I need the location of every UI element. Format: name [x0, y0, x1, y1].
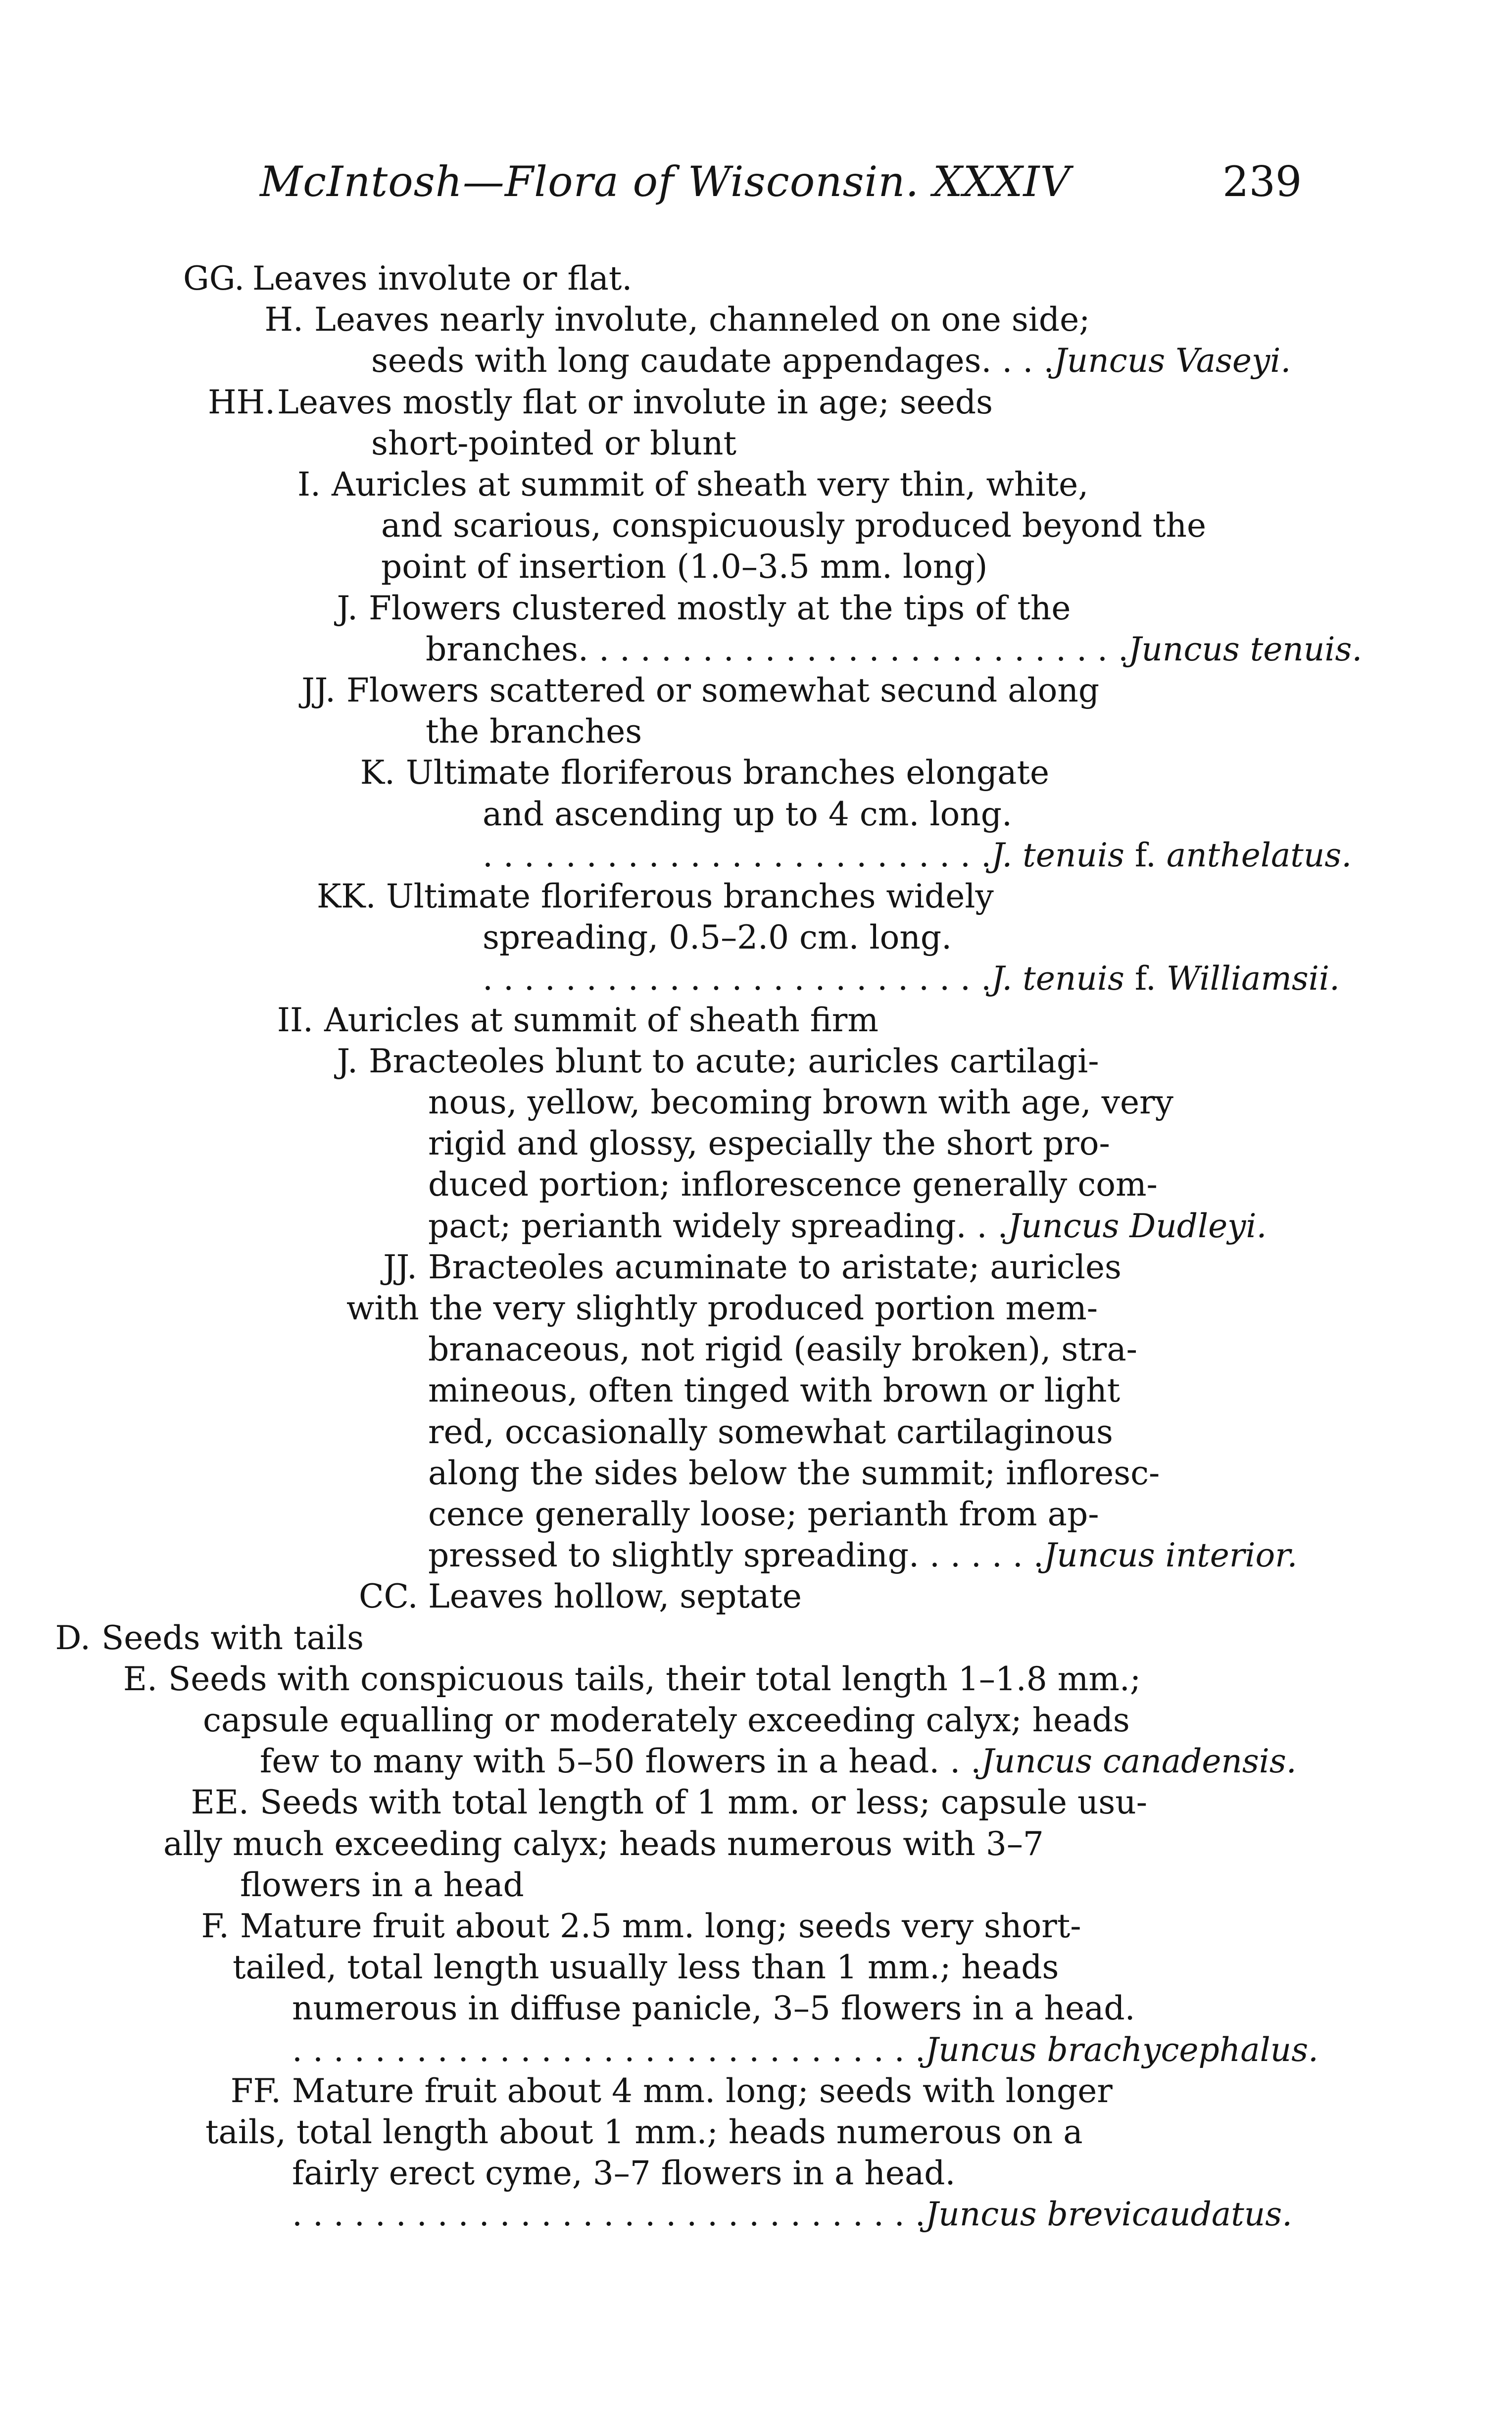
key-line-text: . . . . . . . . . . . . . . . . . . . . . . . . . . . . . . .	[292, 2030, 926, 2069]
key-line-text: and ascending up to 4 cm. long.	[483, 795, 1012, 833]
key-line-text: few to many with 5–50 flowers in a head. . .	[260, 1742, 981, 1781]
key-line-text: Flowers clustered mostly at the tips of the	[369, 589, 1071, 627]
taxon-name: J. tenuis	[991, 836, 1124, 874]
key-line	[483, 917, 1294, 958]
key-lead-label: I.	[297, 465, 321, 503]
form-abbreviation: f.	[1124, 836, 1167, 874]
key-line-text: . . . . . . . . . . . . . . . . . . . . . . . . . . . . . . .	[292, 2195, 926, 2234]
key-line	[205, 2112, 1304, 2153]
key-line-text: pact; perianth widely spreading. . .	[428, 1207, 1008, 1245]
key-line-text: capsule equalling or moderately exceeding calyx; heads	[203, 1701, 1130, 1739]
key-line-text: Mature fruit about 2.5 mm. long; seeds very short-	[240, 1907, 1081, 1945]
key-line-text: Leaves hollow, septate	[428, 1577, 802, 1616]
key-line	[203, 1700, 1302, 1741]
key-line-text: spreading, 0.5–2.0 cm. long.	[483, 918, 952, 957]
key-line-text: tailed, total length usually less than 1 mm.; heads	[233, 1948, 1059, 1987]
key-line-text: Mature fruit about 4 mm. long; seeds with longer	[292, 2071, 1113, 2110]
taxon-name: Juncus Dudleyi.	[1008, 1207, 1267, 1245]
key-line	[277, 670, 1287, 711]
key-line-text: Seeds with total length of 1 mm. or less; capsule usu-	[260, 1783, 1148, 1822]
taxon-name: Juncus Vaseyi.	[1054, 342, 1291, 380]
key-line	[428, 1453, 1289, 1494]
key-line	[337, 753, 1287, 793]
key-line-text: Leaves nearly involute, channeled on one side;	[314, 301, 1090, 339]
key-line	[171, 1906, 1299, 1947]
key-lead-label: E.	[123, 1660, 157, 1698]
key-line-text: duced portion; inflorescence generally com-	[428, 1165, 1158, 1204]
key-lead-label: GG.	[183, 259, 245, 298]
key-line	[426, 629, 1363, 670]
key-line-text: branaceous, not rigid (easily broken), stra-	[428, 1330, 1137, 1369]
key-line	[371, 423, 1292, 464]
key-line-text: Leaves involute or flat.	[252, 259, 633, 298]
key-line-text: flowers in a head	[240, 1865, 524, 1904]
key-line-text: Auricles at summit of sheath firm	[324, 1001, 878, 1039]
key-line	[292, 2030, 1319, 2070]
key-line-text: seeds with long caudate appendages. . . .	[371, 342, 1054, 380]
key-line	[428, 1494, 1289, 1535]
key-line	[483, 958, 1340, 999]
key-line	[317, 876, 1292, 917]
key-lead-label: H.	[264, 301, 303, 339]
taxon-form-name: Williamsii.	[1166, 959, 1340, 998]
key-line-text: nous, yellow, becoming brown with age, very	[428, 1083, 1173, 1121]
key-line	[208, 382, 1277, 423]
key-line	[191, 1782, 1299, 1823]
form-abbreviation: f.	[1124, 959, 1167, 998]
key-line	[163, 1824, 1302, 1864]
key-line	[483, 835, 1352, 876]
key-line	[99, 1659, 1307, 1700]
page-number: 239	[1222, 157, 1302, 206]
key-lead-label: II.	[277, 1001, 313, 1039]
key-line	[233, 1947, 1297, 1988]
key-line	[299, 1041, 1269, 1082]
key-lead-label: JJ.	[301, 671, 336, 709]
key-line-text: red, occasionally somewhat cartilaginous	[428, 1412, 1113, 1451]
key-lead-label: D.	[55, 1618, 91, 1657]
key-lead-label: J.	[337, 1042, 358, 1080]
key-line	[428, 1412, 1289, 1453]
key-line	[483, 794, 1294, 835]
key-lead-label: JJ.	[383, 1248, 417, 1286]
key-line	[262, 464, 1277, 505]
key-line	[428, 1329, 1289, 1370]
key-line-text: Ultimate floriferous branches elongate	[406, 754, 1050, 792]
key-line	[245, 300, 1255, 340]
key-line	[371, 341, 1292, 381]
key-line-text: pressed to slightly spreading. . . . . . .	[428, 1536, 1044, 1575]
key-lead-label: CC.	[359, 1577, 418, 1616]
key-line	[428, 1082, 1289, 1123]
key-line-text: . . . . . . . . . . . . . . . . . . . . . . . . .	[483, 836, 991, 874]
key-line-text: Seeds with conspicuous tails, their total length 1–1.8 mm.;	[168, 1660, 1141, 1698]
key-lead-label: KK.	[317, 877, 376, 915]
taxon-name: Juncus brevicaudatus.	[925, 2195, 1293, 2234]
key-line	[292, 2194, 1302, 2235]
key-line-text: mineous, often tinged with brown or light	[428, 1371, 1121, 1410]
key-line-text: Ultimate floriferous branches widely	[386, 877, 994, 915]
key-line-text: . . . . . . . . . . . . . . . . . . . . . . . . .	[483, 959, 991, 998]
key-lead-label: HH.	[208, 383, 276, 421]
key-lead-label: K.	[360, 754, 395, 792]
taxon-name: Juncus brachycephalus.	[925, 2030, 1319, 2069]
key-lead-label: J.	[337, 589, 358, 627]
key-line-text: branches. . . . . . . . . . . . . . . . . . . . . . . . . . .	[426, 630, 1128, 668]
key-line-text: and scarious, conspicuously produced beyond the	[381, 506, 1207, 545]
key-line-text: along the sides below the summit; infloresc-	[428, 1454, 1160, 1492]
key-line	[292, 1988, 1302, 2029]
key-line-text: short-pointed or blunt	[371, 424, 737, 462]
key-line	[359, 1576, 1289, 1617]
key-line-text: tails, total length about 1 mm.; heads numerous on a	[205, 2113, 1083, 2151]
key-line-text: Auricles at summit of sheath very thin, white,	[332, 465, 1089, 503]
key-line-text: Leaves mostly flat or involute in age; seeds	[277, 383, 993, 421]
key-line	[292, 2153, 1302, 2194]
key-line-text: rigid and glossy, especially the short pro-	[428, 1124, 1110, 1163]
key-line	[260, 1741, 1299, 1782]
running-title: McIntosh—Flora of Wisconsin. XXXIV	[260, 157, 1071, 206]
key-line-text: numerous in diffuse panicle, 3–5 flowers in a head.	[292, 1989, 1135, 2028]
key-line-text: Flowers scattered or somewhat secund along	[346, 671, 1100, 709]
taxon-name: Juncus tenuis.	[1128, 630, 1363, 668]
key-line-text: the branches	[426, 712, 642, 751]
key-line	[299, 588, 1269, 629]
taxon-name: Juncus canadensis.	[981, 1742, 1297, 1781]
key-line	[428, 1370, 1289, 1411]
key-line	[381, 505, 1272, 546]
key-line	[255, 1000, 1284, 1041]
key-line	[223, 2071, 1302, 2112]
key-line-text: Bracteoles acuminate to aristate; auricles	[428, 1248, 1122, 1286]
taxon-name: J. tenuis	[991, 959, 1124, 998]
key-line-text: Bracteoles blunt to acute; auricles cartilagi-	[369, 1042, 1099, 1080]
page-header	[0, 157, 1512, 212]
key-line-text: ally much exceeding calyx; heads numerous with 3–7	[163, 1824, 1044, 1863]
key-line	[359, 1247, 1289, 1288]
key-line	[381, 547, 1272, 587]
taxon-name: Juncus interior.	[1043, 1536, 1298, 1575]
key-lead-label: F.	[201, 1907, 229, 1945]
key-line	[240, 1865, 1299, 1906]
taxon-form-name: anthelatus.	[1166, 836, 1352, 874]
key-line-text: with the very slightly produced portion mem-	[346, 1289, 1098, 1327]
key-line	[32, 1618, 1289, 1659]
key-line-text: cence generally loose; perianth from ap-	[428, 1495, 1099, 1533]
key-line	[346, 1288, 1287, 1329]
key-line	[183, 258, 1292, 299]
key-line-text: fairly erect cyme, 3–7 flowers in a head.	[292, 2154, 956, 2193]
key-line	[428, 1123, 1289, 1164]
key-line	[428, 1535, 1298, 1576]
key-line	[426, 711, 1287, 752]
key-line-text: point of insertion (1.0–3.5 mm. long)	[381, 548, 988, 586]
key-lead-label: FF.	[230, 2071, 281, 2110]
key-lead-label: EE.	[191, 1783, 249, 1822]
key-line	[428, 1206, 1289, 1247]
key-line-text: Seeds with tails	[101, 1618, 364, 1657]
key-line	[428, 1164, 1289, 1205]
